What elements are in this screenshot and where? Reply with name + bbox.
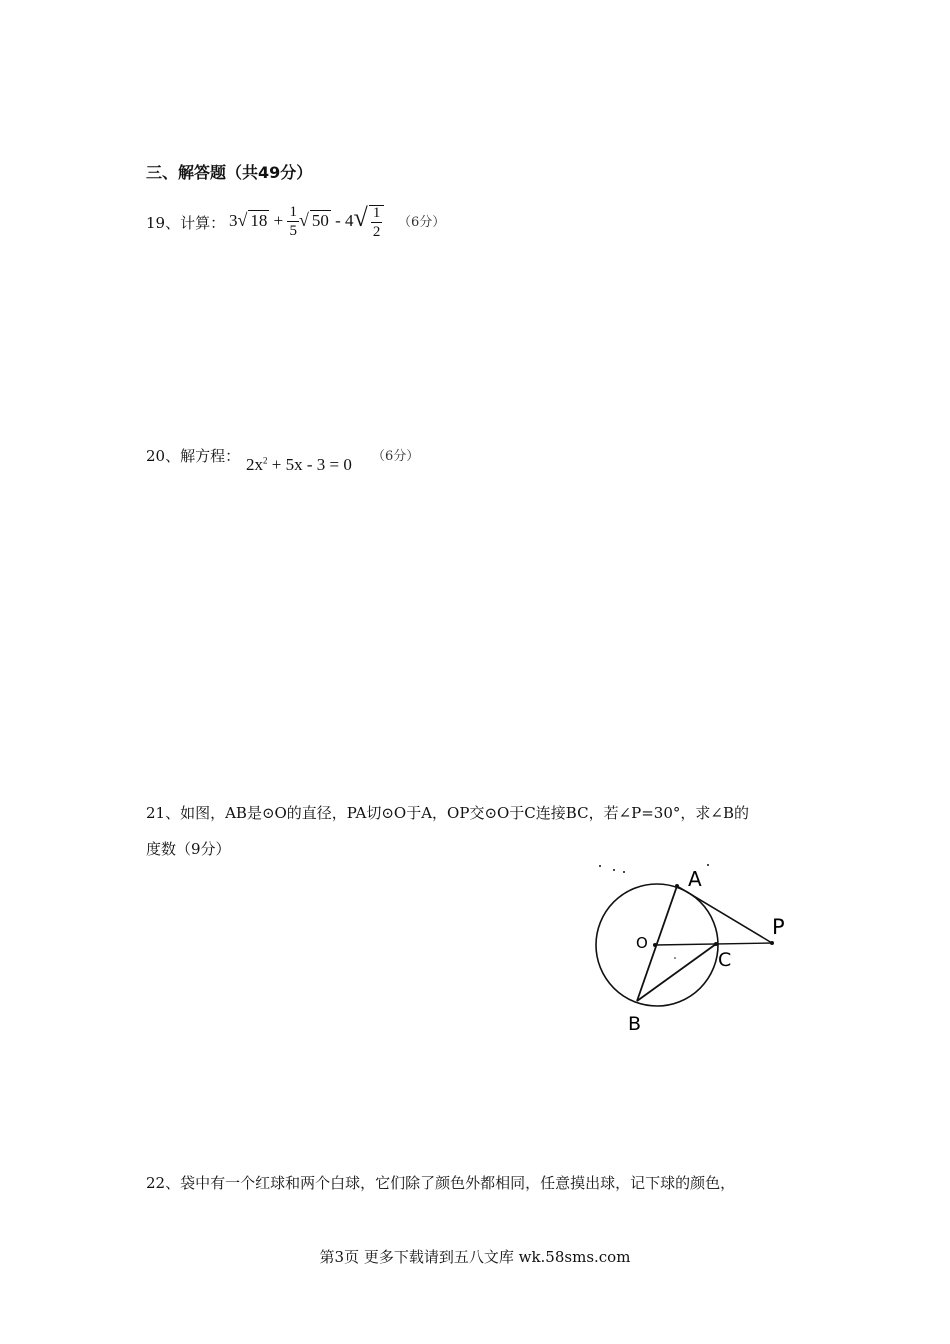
page-footer: 第3页 更多下载请到五八文库 wk.58sms.com bbox=[319, 1248, 631, 1266]
question-21-line2: 度数（9分） bbox=[146, 840, 231, 858]
term2-radicand: 50 bbox=[311, 211, 329, 230]
sqrt-icon: √ bbox=[237, 210, 248, 230]
minus-sign: - bbox=[335, 211, 341, 230]
label-a: A bbox=[688, 867, 702, 891]
question-20-equation bbox=[246, 455, 352, 475]
chord-bc bbox=[637, 944, 716, 1001]
geometry-figure bbox=[580, 858, 810, 1038]
point-o bbox=[653, 943, 657, 947]
question-19-label: 19、计算： bbox=[146, 214, 226, 232]
question-20-label: 20、解方程： bbox=[146, 447, 241, 465]
fraction-denominator: 5 bbox=[289, 223, 297, 240]
question-20-score: （6分） bbox=[372, 449, 420, 464]
question-21-line1: 21、如图，AB是⊙O的直径，PA切⊙O于A，OP交⊙O于C连接BC，若∠P=30°，求∠B的 bbox=[146, 804, 749, 822]
label-p: P bbox=[772, 915, 785, 939]
question-19-score: （6分） bbox=[398, 215, 446, 230]
point-a bbox=[675, 884, 679, 888]
section-title: 三、解答题（共49分） bbox=[146, 163, 313, 182]
label-o: O bbox=[636, 934, 648, 952]
label-c: C bbox=[718, 949, 732, 971]
fraction-one-fifth bbox=[287, 205, 299, 239]
equation-term-a: 2x bbox=[246, 455, 263, 474]
exponent: 2 bbox=[263, 455, 268, 466]
term1-coefficient: 3 bbox=[229, 211, 238, 230]
fraction-one-half bbox=[369, 205, 385, 240]
equation-rest: + 5x - 3 = 0 bbox=[267, 455, 352, 474]
term1-radicand: 18 bbox=[250, 211, 268, 230]
question-19-expression bbox=[229, 203, 384, 240]
sqrt-icon: √ bbox=[353, 203, 368, 232]
fraction-denominator: 2 bbox=[372, 223, 381, 240]
label-b: B bbox=[628, 1013, 642, 1035]
fraction-numerator: 1 bbox=[289, 204, 297, 221]
point-p bbox=[770, 941, 774, 945]
point-c bbox=[714, 942, 718, 946]
plus-sign: + bbox=[273, 211, 284, 230]
question-22-line1: 22、袋中有一个红球和两个白球，它们除了颜色外都相同，任意摸出球，记下球的颜色， bbox=[146, 1174, 736, 1192]
term3-coefficient: 4 bbox=[345, 211, 354, 230]
tangent-pa bbox=[677, 886, 772, 943]
fraction-numerator: 1 bbox=[372, 204, 381, 221]
sqrt-icon: √ bbox=[298, 210, 309, 230]
